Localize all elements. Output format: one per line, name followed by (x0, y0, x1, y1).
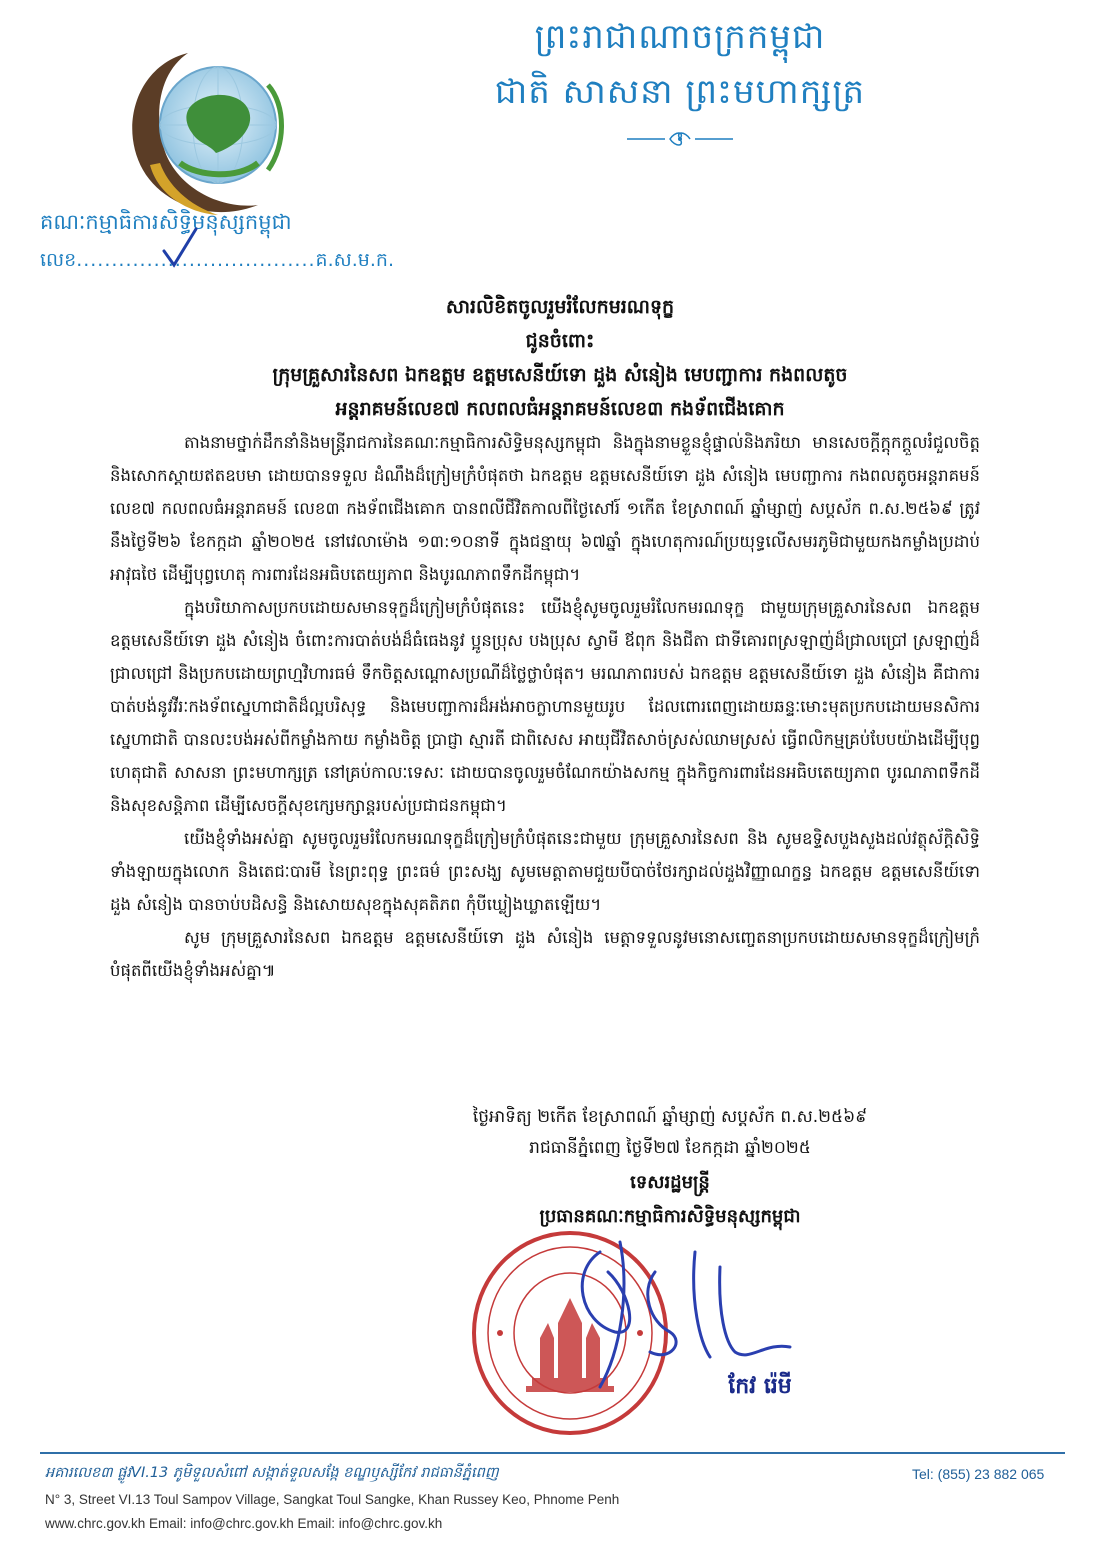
footer-address-km: អគារលេខ៣ ផ្លូវVI.13 ភូមិទួលសំពៅ សង្កាត់ទួលសង្កែ ខណ្ឌឫស្សីកែវ រាជធានីភ្នំពេញ (45, 1465, 499, 1481)
checkmark-icon (160, 225, 200, 269)
paragraph-1: តាងនាមថ្នាក់ដឹកនាំនិងមន្ត្រីរាជការនៃគណៈកម្មាធិការសិទ្ធិមនុស្សកម្ពុជា និងក្នុងនាមខ្លួនខ្ញុំផ្ទាល់និងភរិយា មានសេចក្ដីក្ដុកក្ដួលរំជួលចិត្ត និងសោកស្ដាយឥតឧបមា ដោយបានទទួល ដំណឹងដ៏ក្រៀមក្រំបំផុតថា ឯកឧត្តម ឧត្តមសេនីយ៍ទោ ដួង សំនៀង មេបញ្ជាការ កងពលតូចអន្តរាគមន៍ លេខ៧ កលពលធំអន្តរាគមន៍ លេខ៣ កងទ័ពជើងគោក បានពលីជីវិតកាលពីថ្ងៃសៅរ៍ ១កើត ខែស្រាពណ៍ ឆ្នាំម្សាញ់ សប្ដស័ក ព.ស.២៥៦៩ ត្រូវនឹងថ្ងៃទី២៦ ខែកក្កដា ឆ្នាំ២០២៥ នៅវេលាម៉ោង ១៣:១០នាទី ក្នុងជន្មាយុ ៦៧ឆ្នាំ ក្នុងហេតុការណ៍ប្រយុទ្ធលើសមរភូមិជាមួយកងកម្លាំងប្រដាប់អាវុធថៃ ដើម្បីបុព្វហេតុ ការពារដែនអធិបតេយ្យភាព និងបូរណភាពទឹកដីកម្ពុជា។ (110, 433, 980, 584)
paragraph-4: សូម ក្រុមគ្រួសារនៃសព ឯកឧត្តម ឧត្តមសេនីយ៍ទោ ដួង សំនៀង មេត្តាទទួលនូវមនោសញ្ចេតនាប្រកបដោយសមានទុក្ខដ៏ក្រៀមក្រំបំផុតពីយើងខ្ញុំទាំងអស់គ្នា៕ (110, 928, 980, 980)
kingdom-heading (400, 8, 960, 118)
position-title-2: ប្រធានគណៈកម្មាធិការសិទ្ធិមនុស្សកម្ពុជា (539, 1206, 801, 1227)
date-block (330, 1102, 1010, 1164)
ref-label: លេខ (40, 249, 77, 271)
chrc-logo-icon (118, 45, 298, 225)
footer-divider (40, 1452, 1065, 1454)
title-line-2: ជូនចំពោះ (525, 330, 595, 352)
signer-name: កែវ រ៉េមី (728, 1374, 792, 1399)
letter-body (110, 426, 980, 987)
paragraph-3: យើងខ្ញុំទាំងអស់គ្នា សូមចូលរួមរំលែកមរណទុក្ខដ៏ក្រៀមក្រំបំផុតនេះជាមួយ ក្រុមគ្រួសារនៃសព និង សូមឧទ្ទិសបួងសួងដល់វត្ថុស័ក្តិសិទ្ធិទាំងឡាយក្នុងលោក និងតេជៈបារមី នៃព្រះពុទ្ធ ព្រះធម៌ ព្រះសង្ឃ សូមមេត្តាតាមជួយបីបាច់ថែរក្សាដល់ដួងវិញ្ញាណក្ខន្ធ ឯកឧត្តម ឧត្តមសេនីយ៍ទោ ដួង សំនៀង បានចាប់បដិសន្ធិ និងសោយសុខក្នុងសុគតិភព កុំបីឃ្លៀងឃ្លាតឡើយ។ (110, 829, 980, 914)
footer-web-email: www.chrc.gov.kh Email: info@chrc.gov.kh Email: info@chrc.gov.kh (45, 1516, 443, 1531)
letter-titles (80, 290, 1040, 426)
ref-dots: .................................. (76, 249, 316, 271)
footer-address-en: N° 3, Street VI.13 Toul Sampov Village, Sangkat Toul Sangke, Khan Russey Keo, Phnome Penh (45, 1492, 620, 1507)
place-date: រាជធានីភ្នំពេញ ថ្ងៃទី២៧ ខែកក្កដា ឆ្នាំ២០២៥ (529, 1138, 811, 1158)
kingdom-motto: ជាតិ សាសនា ព្រះមហាក្សត្រ (494, 72, 866, 112)
title-line-3: ក្រុមគ្រួសារនៃសព ឯកឧត្តម ឧត្តមសេនីយ៍ទោ ដួង សំនៀង មេបញ្ជាការ កងពលតូច (272, 364, 848, 386)
ornament-divider-icon (625, 128, 735, 150)
ref-suffix: គ.ស.ម.ក. (315, 249, 394, 271)
lunar-date: ថ្ងៃអាទិត្យ ២កើត ខែស្រាពណ៍ ឆ្នាំម្សាញ់ សប្ដស័ក ព.ស.២៥៦៩ (472, 1107, 868, 1127)
footer-telephone: Tel: (855) 23 882 065 (912, 1466, 1045, 1482)
paragraph-2: ក្នុងបរិយាកាសប្រកបដោយសមានទុក្ខដ៏ក្រៀមក្រំបំផុតនេះ យើងខ្ញុំសូមចូលរួមរំលែកមរណទុក្ខ ជាមួយក្រុមគ្រួសារនៃសព ឯកឧត្តម ឧត្តមសេនីយ៍ទោ ដួង សំនៀង ចំពោះការបាត់បង់ដ៏ធំធេងនូវ ប្អូនប្រុស បងប្រុស ស្វាមី ឪពុក និងជីតា ជាទីគោរពស្រឡាញ់ដ៏ជ្រាលប្រៅ ស្រឡាញ់ដ៏ជ្រាលជ្រៅ និងប្រកបដោយព្រហ្មវិហារធម៌ ទឹកចិត្តសណ្ដោសប្រណីដ៏ថ្លៃថ្លាបំផុត។ មរណភាពរបស់ ឯកឧត្តម ឧត្តមសេនីយ៍ទោ ដួង សំនៀង គឺជាការបាត់បង់នូវវីរៈកងទ័ពស្នេហាជាតិដ៏ល្អបរិសុទ្ធ និងមេបញ្ជាការដ៏អង់អាចក្លាហានមួយរូប ដែលពោរពេញដោយឆន្ទៈមោះមុតប្រកបដោយមនសិការស្នេហាជាតិ បានលះបង់អស់ពីកម្លាំងកាយ កម្លាំងចិត្ត ប្រាជ្ញា ស្មារតី ជាពិសេស អាយុជីវិតសាច់ស្រស់ឈាមស្រស់ ធ្វើពលិកម្មគ្រប់បែបយ៉ាងដើម្បីបុព្វហេតុជាតិ សាសនា ព្រះមហាក្សត្រ នៅគ្រប់កាលៈទេសៈ ដោយបានចូលរួមចំណែកយ៉ាងសកម្ម ក្នុងកិច្ចការពារដែនអធិបតេយ្យភាព បូរណភាពទឹកដី និងសុខសន្តិភាព ដើម្បីសេចក្ដីសុខក្សេមក្សាន្តរបស់ប្រជាជនកម្ពុជា។ (110, 598, 980, 815)
organization-name: គណៈកម្មាធិការសិទ្ធិមនុស្សកម្ពុជា (40, 210, 292, 234)
title-line-4: អន្តរាគមន៍លេខ៧ កលពលធំអន្តរាគមន៍លេខ៣ កងទ័ពជើងគោក (335, 398, 785, 420)
position-title: ទេសរដ្ឋមន្ត្រី (630, 1172, 710, 1193)
kingdom-title: ព្រះរាជាណាចក្រកម្ពុជា (534, 17, 826, 57)
reference-number (40, 245, 394, 275)
title-line-1: សារលិខិតចូលរួមរំលែកមរណទុក្ខ (445, 296, 675, 318)
